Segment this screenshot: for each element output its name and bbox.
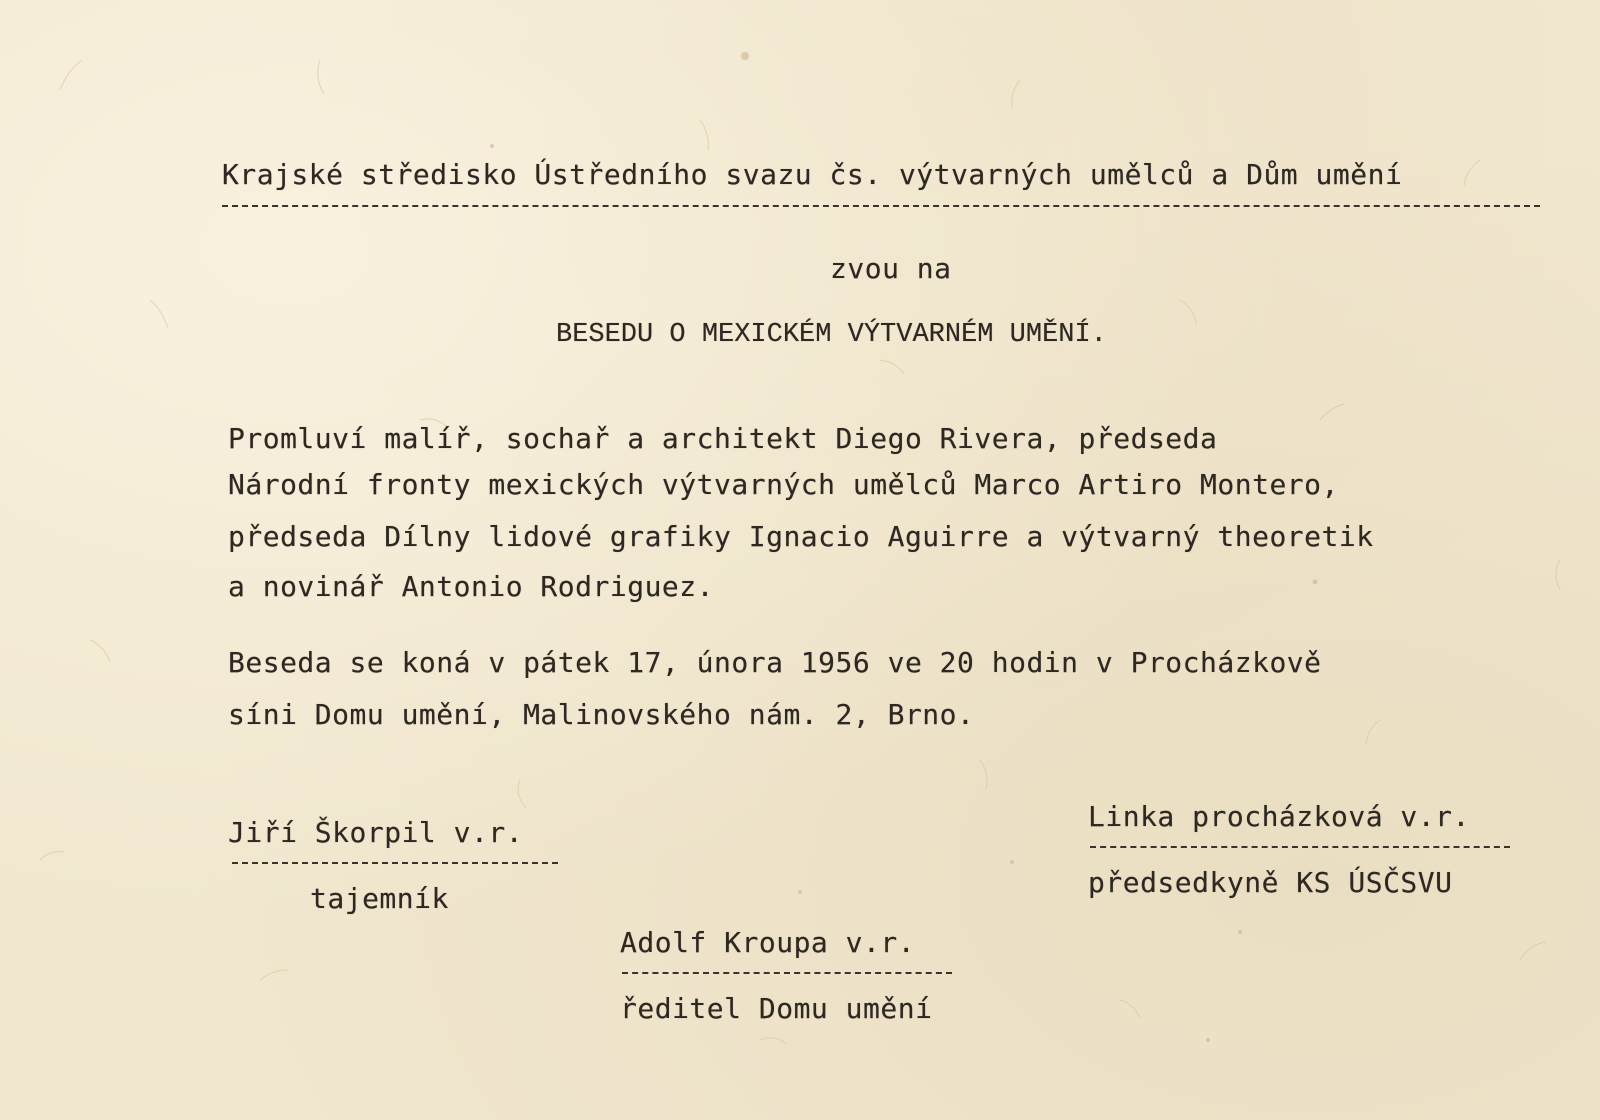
header-line: Krajské středisko Ústředního svazu čs. výtvarných umělců a Dům umění [222,158,1403,191]
header-dashed-rule [222,205,1540,207]
signature-kroupa-rule [622,972,952,974]
signature-skorpil-name: Jiří Škorpil v.r. [228,816,524,849]
body-p1-line-4: a novinář Antonio Rodriguez. [228,570,715,603]
signature-prochazkova-rule [1090,846,1510,848]
signature-skorpil-rule [232,862,558,864]
body-p2-line-1: Beseda se koná v pátek 17, února 1956 ve 20 hodin v Procházkově [228,646,1322,679]
body-p2-line-2: síni Domu umění, Malinovského nám. 2, Brno. [228,698,975,731]
signature-prochazkova-name: Linka procházková v.r. [1088,800,1470,833]
signature-prochazkova-role: předsedkyně KS ÚSČSVU [1088,866,1453,899]
signature-kroupa-name: Adolf Kroupa v.r. [620,926,916,959]
invite-title: BESEDU O MEXICKÉM VÝTVARNÉM UMĚNÍ. [556,320,1107,350]
body-p1-line-2: Národní fronty mexických výtvarných umělců Marco Artiro Montero, [228,468,1339,501]
body-p1-line-1: Promluví malíř, sochař a architekt Diego Rivera, předseda [228,422,1218,455]
signature-skorpil-role: tajemník [310,882,449,915]
signature-kroupa-role: ředitel Domu umění [620,992,933,1025]
invite-zvou: zvou na [830,252,952,285]
body-p1-line-3: předseda Dílny lidové grafiky Ignacio Aguirre a výtvarný theoretik [228,520,1374,553]
